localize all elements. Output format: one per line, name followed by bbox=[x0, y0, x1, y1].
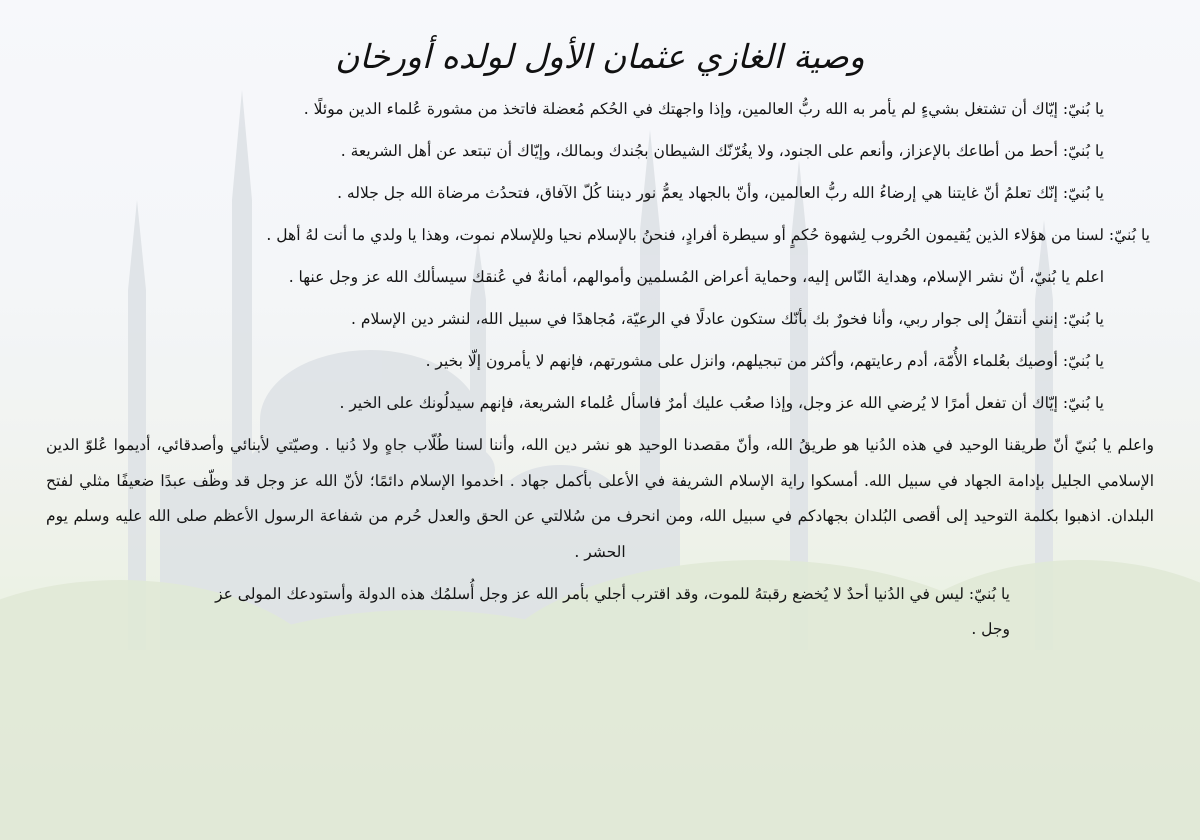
paragraph-8: يا بُنيّ: إيّاك أن تفعل أمرًا لا يُرضي الله عز وجل، وإذا صعُب عليك أمرٌ فاسأل عُلماء الشريعة، فإنهم سيدلُونك على الخير . bbox=[339, 394, 1104, 412]
paragraph-5: اعلم يا بُنيّ، أنّ نشر الإسلام، وهداية النّاس إليه، وحماية أعراض المُسلمين وأموالهم، أمانةٌ في عُنقك سيسألك الله عز وجل عنها . bbox=[288, 268, 1104, 286]
paragraph-4: يا بُنيّ: لسنا من هؤلاء الذين يُقيمون الحُروب لِشهوة حُكمٍ أو سيطرة أفرادٍ، فنحنُ بالإسلام نحيا وللإسلام نموت، وهذا يا ولدي ما أنت لهُ أهل . bbox=[266, 226, 1150, 244]
paragraph-2: يا بُنيّ: أحط من أطاعك بالإعزاز، وأنعم على الجنود، ولا يغُرّنّك الشيطان بجُندك وبمالك، وإيّاك أن تبتعد عن أهل الشريعة . bbox=[340, 142, 1104, 160]
paragraph-7: يا بُنيّ: أوصيك بعُلماء الأُمّة، أدم رعايتهم، وأكثر من تبجيلهم، وانزل على مشورتهم، فإنهم لا يأمرون إلّا بخير . bbox=[425, 352, 1104, 370]
paragraph-1: يا بُنيّ: إيّاك أن تشتغل بشيءٍ لم يأمر به الله ربُّ العالمين، وإذا واجهتك في الحُكم مُعضلة فاتخذ من مشورة عُلماء الدين موئلًا . bbox=[303, 100, 1104, 118]
document-title: وصية الغازي عثمان الأول لولده أورخان bbox=[335, 37, 865, 76]
paragraph-10: يا بُنيّ: ليس في الدُنيا أحدٌ لا يُخضع رقبتهُ للموت، وقد اقترب أجلي بأمر الله عز وجل أُسلمُك هذه الدولة وأستودعك المولى عز وجل . bbox=[215, 585, 1010, 638]
document-body bbox=[40, 22, 1160, 830]
paragraph-6: يا بُنيّ: إنني أنتقلُ إلى جوار ربي، وأنا فخورٌ بك بأنّك ستكون عادلًا في الرعيّة، مُجاهدًا في سبيل الله، لنشر دين الإسلام . bbox=[351, 310, 1104, 328]
paragraph-9: واعلم يا بُنيّ أنّ طريقنا الوحيد في هذه الدُنيا هو طريقُ الله، وأنّ مقصدنا الوحيد هو نشر دين الله، وأننا لسنا طُلّاب جاهٍ ولا دُنيا . وصيّتي لأبنائي وأصدقائي، أديموا عُلوّ الدين الإسلامي الجليل بإدامة الجهاد في سبيل الله. أمسكوا راية الإسلام الشريفة في الأعلى بأكمل جهاد . اخدموا الإسلام دائمًا؛ لأنّ الله عز وجل قد وظّف عبدًا ضعيفًا مثلي لفتح البلدان. اذهبوا بكلمة التوحيد إلى أقصى البُلدان بجهادكم في سبيل الله، ومن انحرف من سُلالتي عن الحق والعدل حُرم من شفاعة الرسول الأعظم صلى الله عليه وسلم يوم الحشر . bbox=[46, 436, 1154, 561]
paragraph-3: يا بُنيّ: إنّك تعلمُ أنّ غايتنا هي إرضاءُ الله ربُّ العالمين، وأنّ بالجهاد يعمُّ نور ديننا كُلّ الآفاق، فتحدُث مرضاة الله جل جلاله . bbox=[337, 184, 1104, 202]
